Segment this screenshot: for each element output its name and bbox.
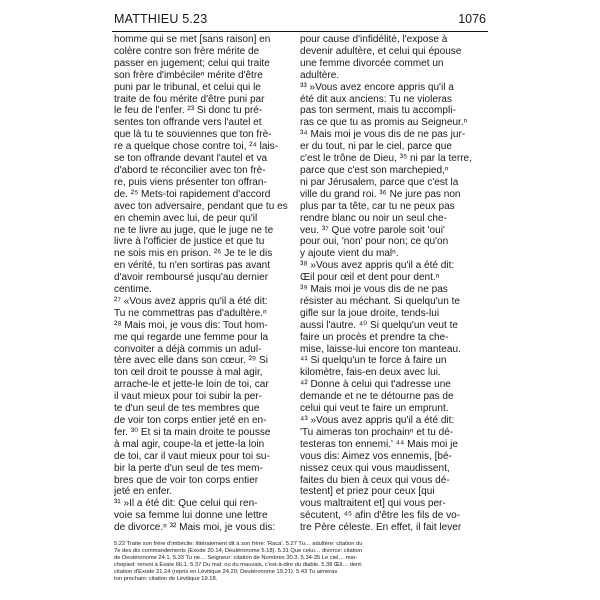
footnote-line: ton prochain: citation de Lévitique 19.18. [114,576,218,583]
text-line: 'Tu aimeras ton prochainⁿ et tu dé- [300,426,454,438]
text-line: livre à l'officier de justice et que tu [114,236,265,248]
text-line: ³¹ »Il a été dit: Que celui qui ren- [114,498,258,510]
text-line: ne te livre au juge, que le juge ne te [114,224,274,236]
text-line: y ajoute vient du malⁿ. [300,248,399,260]
header-rule [112,31,488,32]
right-text-column [300,34,478,532]
text-line: il vaut mieux pour toi subir la per- [114,391,262,403]
left-text-column [114,34,292,532]
text-line: une femme divorcée commet un [300,57,444,69]
text-line: pour cause d'infidélité, l'expose à [300,34,448,45]
text-line: le feu de l'enfer. ²³ Si donc tu pré- [114,105,263,117]
text-line: fer. ³⁰ Et si ta main droite te pousse [114,426,271,438]
footnote-line: 7e des dix commandements (Exode 20.14; Deutéronome 5.18). 5.31 Que celui… divorce: citation [114,548,363,555]
text-line: vous maltraitent et] qui vous per- [300,498,446,510]
text-line: pour oui, 'non' pour non; ce qu'on [300,236,449,248]
text-line: ⁴¹ Si quelqu'un te force à faire un [300,355,447,367]
text-line: de voir ton corps entier jeté en en- [114,415,267,426]
text-line: passer en jugement; celui qui traite [114,57,270,69]
text-line: se ton offrande devant l'autel et va [114,153,268,165]
text-line: centime. [114,284,152,296]
text-line: homme qui se met [sans raison] en [114,34,271,45]
text-line: convoiter a déjà commis un adul- [114,343,262,355]
text-line: de divorce.ⁿ ³² Mais moi, je vous dis: [114,522,276,532]
text-line: ³⁴ Mais moi je vous dis de ne pas jur- [300,129,466,141]
text-line: tère avec elle dans son cœur. ²⁹ Si [114,355,268,367]
text-line: testent] et priez pour ceux [qui [300,486,435,498]
text-line: te d'un seul de tes membres que [114,403,260,415]
text-line: veu. ³⁷ Que votre parole soit 'oui' [300,224,445,236]
text-line: d'avoir remboursé jusqu'au dernier [114,272,269,284]
text-line: plus par ta tête, car tu ne peux pas [300,200,455,212]
text-line: Tu ne commettras pas d'adultère.ⁿ [114,307,267,319]
text-line: ville du grand roi. ³⁶ Ne jure pas non [300,188,461,200]
text-line: ⁴² Donne à celui qui t'adresse une [300,379,451,391]
text-line: résister au méchant. Si quelqu'un te [300,295,460,307]
text-line: colère contre son frère mérite de [114,45,260,57]
text-line: tre Père céleste. En effet, il fait lever [300,522,462,532]
text-line: nissez ceux qui vous maudissent, [300,462,450,474]
text-line: bir la perte d'un seul de tes mem- [114,462,263,474]
text-line: er du tout, ni par le ciel, parce que [300,141,452,153]
text-line: Œil pour œil et dent pour dent.ⁿ [300,272,440,284]
text-line: voie sa femme lui donne une lettre [114,510,268,522]
text-line: puni par le tribunal, et celui qui le [114,81,261,93]
text-line: ³⁹ Mais moi je vous dis de ne pas [300,284,448,296]
text-line: ton œil droit te pousse à mal agir, [114,367,263,379]
text-line: me qui regarde une femme pour la [114,331,269,343]
text-line: son frère d'imbécileⁿ mérite d'être [114,69,263,81]
text-line: devenir adultère, et celui qui épouse [300,45,462,57]
text-line: jeté en enfer. [114,486,173,498]
text-line: sentes ton offrande vers l'autel et [114,117,262,129]
footnotes-block [114,541,486,593]
text-line: vous dis: Aimez vos ennemis, [bé- [300,450,452,462]
text-line: bres que de voir ton corps entier [114,474,259,486]
text-line: gifle sur la joue droite, tends-lui [300,307,440,319]
text-line: sécutent, ⁴⁵ afin d'être les fils de vo- [300,510,461,522]
text-line: parce que c'est son marchepied,ⁿ [300,164,449,176]
footnote-line: citation d'Exode 21.24 (repris en Lévitique 24.20; Deutéronome 19.21). 5.43 Tu aimeras [114,569,338,576]
text-line: en vérité, tu n'en sortiras pas avant [114,260,271,272]
text-line: faire un procès et prendre ta che- [300,331,449,343]
text-line: testeras ton ennemi.' ⁴⁴ Mais moi je [300,438,458,450]
text-line: re a quelque chose contre toi, ²⁴ lais- [114,141,279,153]
footnote-line: chepied: renvoi à Ésaïe 66.1. 5.37 Du mal: ou du mauvais, c'est-à-dire du diable. 5.38 Œil… dent: [114,562,363,569]
text-line: ni par Jérusalem, parce que c'est la [300,176,459,188]
text-line: ne sois mis en prison. ²⁶ Je te le dis [114,248,273,260]
text-line: de. ²⁵ Mets-toi rapidement d'accord [114,188,271,200]
text-line: à mal agir, coupe-la et jette-la loin [114,438,265,450]
text-line: avec ton adversaire, pendant que tu es [114,200,288,212]
text-line: pas ton serment, mais tu accompli- [300,105,456,117]
text-line: ⁴³ »Vous avez appris qu'il a été dit: [300,415,455,426]
text-line: en chemin avec lui, de peur qu'il [114,212,258,224]
text-line: celui qui veut te faire un emprunt. [300,403,449,415]
text-line: re, puis viens présenter ton offran- [114,176,267,188]
text-line: ³⁸ »Vous avez appris qu'il a été dit: [300,260,455,272]
page-number: 1076 [458,12,486,26]
text-line: kilomètre, fais-en deux avec lui. [300,367,441,379]
text-line: de toi, car il vaut mieux pour toi su- [114,450,270,462]
text-line: ras ce que tu as promis au Seigneur.ⁿ [300,117,468,129]
text-line: adultère. [300,69,340,81]
text-line: demande et ne te détourne pas de [300,391,454,403]
text-line: ²⁸ Mais moi, je vous dis: Tout hom- [114,319,268,331]
page-header [112,10,488,30]
text-line: ³³ »Vous avez encore appris qu'il a [300,81,454,93]
text-line: rendre blanc ou noir un seul che- [300,212,447,224]
footnote-line: de Deutéronome 24.1. 5.33 Tu ne… Seigneur: citation de Nombres 30.3. 5.34-35 Le ciel… mar- [114,555,358,562]
text-line: arrache-le et jette-le loin de toi, car [114,379,269,391]
text-line: été dit aux anciens: Tu ne violeras [300,93,452,105]
chapter-reference: MATTHIEU 5.23 [114,12,208,26]
text-line: c'est le trône de Dieu, ³⁵ ni par la terre, [300,153,472,165]
text-line: mise, laisse-lui encore ton manteau. [300,343,461,355]
text-line: aussi l'autre. ⁴⁰ Si quelqu'un veut te [300,319,458,331]
text-line: traite de fou mérite d'être puni par [114,93,265,105]
text-line: faites du bien à ceux qui vous dé- [300,474,450,486]
text-line: que là tu te souviennes que ton frè- [114,129,272,141]
text-line: ²⁷ «Vous avez appris qu'il a été dit: [114,295,268,307]
text-line: d'abord te réconcilier avec ton frè- [114,164,266,176]
footnote-line: 5.22 Traite son frère d'imbécile: littéralement dit à son frère: 'Raca'. 5.27 Tu… adultère: citation du [114,541,363,547]
